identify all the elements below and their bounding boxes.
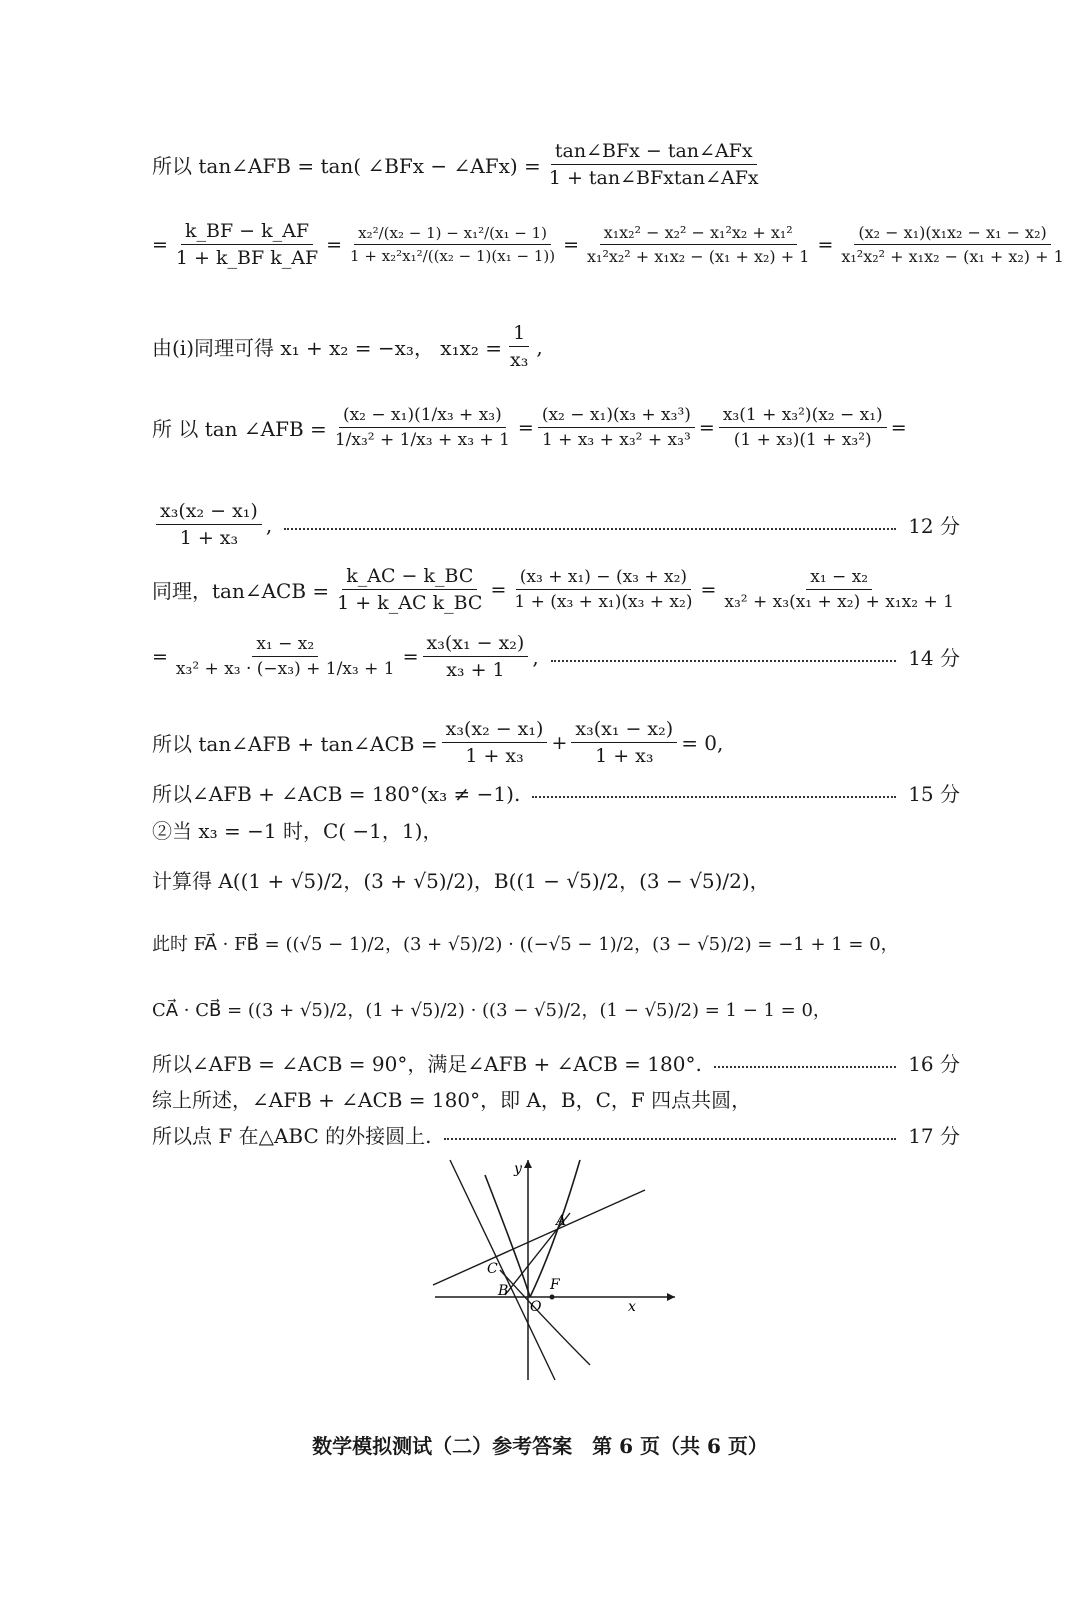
dot-leader (551, 660, 896, 662)
equals: = (517, 416, 534, 439)
numerator: 1 (509, 322, 529, 347)
line-slope-expansion (152, 220, 1064, 269)
score-label: 14 分 (908, 646, 960, 670)
line-ca (433, 1190, 645, 1285)
equals: = (402, 645, 419, 668)
dot-leader (532, 796, 896, 798)
punctuation: , (265, 512, 273, 537)
fraction (571, 718, 677, 767)
punctuation: , (536, 334, 543, 359)
fraction (442, 718, 548, 767)
text: = 0, (681, 730, 724, 755)
numerator: x₃(1 + x₃²)(x₂ − x₁) (719, 405, 887, 428)
text: 此时 FA⃗ · FB⃗ = ((√5 − 1)/2，(3 + √5)/2) · ((−√5 − 1)/2，(3 − √5)/2) = −1 + 1 = 0， (152, 934, 899, 955)
score-label: 17 分 (908, 1124, 960, 1148)
denominator: 1 + tan∠BFxtan∠AFx (548, 167, 759, 189)
point-b-label: B (498, 1283, 509, 1299)
equals: = (326, 233, 343, 256)
fraction (172, 220, 322, 269)
denominator: 1 + k_BF k_AF (175, 247, 319, 269)
numerator: x₃(x₁ − x₂) (571, 718, 677, 743)
numerator: x₃(x₂ − x₁) (442, 718, 548, 743)
line-score-14 (152, 632, 960, 681)
numerator: x₃(x₁ − x₂) (423, 632, 529, 657)
line-summary (152, 1084, 960, 1113)
text: 所以 tan∠AFB = tan( ∠BFx − ∠AFx) = (152, 154, 541, 178)
equals: = (700, 578, 717, 601)
text: ②当 x₃ = −1 时，C( −1，1)， (152, 819, 443, 843)
equals: = (152, 645, 168, 668)
line-tan-sum-zero (152, 718, 960, 767)
x-axis-arrow (667, 1293, 675, 1301)
text: 同理，tan∠ACB = (152, 579, 330, 603)
denominator: 1 + (x₃ + x₁)(x₃ + x₂) (514, 592, 693, 612)
equals: = (152, 233, 168, 256)
y-label: y (514, 1161, 522, 1177)
numerator: (x₂ − x₁)(x₁x₂ − x₁ − x₂) (854, 223, 1050, 245)
text: 所以点 F 在△ABC 的外接圆上. (152, 1124, 432, 1148)
fraction (423, 632, 529, 681)
denominator: 1 + x₃ (465, 745, 524, 767)
denominator: (1 + x₃)(1 + x₃²) (733, 430, 872, 450)
fraction (346, 224, 559, 265)
line-points-ab (152, 865, 960, 894)
numerator: x₃(x₂ − x₁) (156, 500, 262, 525)
y-axis-arrow (524, 1160, 532, 1168)
numerator: k_AC − k_BC (342, 565, 477, 590)
numerator: (x₂ − x₁)(1/x₃ + x₃) (339, 405, 506, 428)
line-ca-dot-cb (152, 996, 960, 1022)
line-fa-dot-fb (152, 930, 960, 956)
denominator: x₁²x₂² + x₁x₂ − (x₁ + x₂) + 1 (587, 247, 810, 266)
denominator: x₃ (510, 349, 529, 371)
text: CA⃗ · CB⃗ = ((3 + √5)/2，(1 + √5)/2) · ((3 − √5)/2，(1 − √5)/2) = 1 − 1 = 0， (152, 1000, 831, 1021)
x-label: x (628, 1299, 636, 1315)
equals: = (698, 416, 715, 439)
denominator: 1/x₃² + 1/x₃ + x₃ + 1 (334, 430, 510, 450)
origin-label: O (530, 1299, 542, 1315)
denominator: x₃ + 1 (446, 659, 505, 681)
fraction (172, 634, 399, 679)
point-c-label: C (487, 1261, 498, 1277)
text: 计算得 A((1 + √5)/2，(3 + √5)/2)，B((1 − √5)/2，(3 − √5)/2)， (152, 869, 770, 893)
fraction (837, 223, 1067, 266)
numerator: x₁ − x₂ (806, 567, 872, 590)
text: 综上所述，∠AFB + ∠ACB = 180°，即 A，B，C，F 四点共圆， (152, 1088, 752, 1112)
fraction (545, 140, 763, 189)
equals: = (817, 233, 834, 256)
line-score-16 (152, 1048, 960, 1077)
fraction (720, 567, 958, 612)
fraction (538, 405, 695, 450)
score-label: 12 分 (908, 514, 960, 538)
fraction (156, 500, 262, 549)
fraction (583, 223, 813, 266)
line-tan-afb-substituted (152, 405, 960, 450)
text: 所以 tan∠AFB + tan∠ACB = (152, 732, 438, 756)
denominator: x₁²x₂² + x₁x₂ − (x₁ + x₂) + 1 (841, 247, 1064, 266)
line-tan-acb (152, 565, 960, 614)
line-score-15 (152, 778, 960, 807)
fraction (719, 405, 887, 450)
punctuation: , (532, 644, 539, 669)
dot-leader (444, 1138, 897, 1140)
point-f-label: F (550, 1277, 560, 1293)
numerator: k_BF − k_AF (181, 220, 313, 245)
denominator: 1 + x₃ (179, 527, 239, 549)
numerator: x₁x₂² − x₂² − x₁²x₂ + x₁² (600, 223, 797, 245)
text: 由(i)同理可得 x₁ + x₂ = −x₃， x₁x₂ = (152, 336, 503, 360)
denominator: 1 + x₃ (595, 745, 654, 767)
parabola-diagram (430, 1155, 680, 1385)
numerator: (x₃ + x₁) − (x₃ + x₂) (516, 567, 691, 590)
text: 所 以 tan ∠AFB = (152, 417, 327, 441)
numerator: (x₂ − x₁)(x₃ + x₃³) (538, 405, 695, 428)
point-a-label: A (556, 1213, 567, 1229)
text: 所以∠AFB = ∠ACB = 90°，满足∠AFB + ∠ACB = 180°. (152, 1052, 702, 1076)
focus-point (550, 1295, 555, 1300)
denominator: 1 + k_AC k_BC (337, 592, 483, 614)
equals: = (490, 578, 507, 601)
page-footer: 数学模拟测试（二）参考答案 第 6 页（共 6 页） (312, 1434, 768, 1458)
denominator: 1 + x₃ + x₃² + x₃³ (541, 430, 691, 450)
fraction (506, 322, 532, 371)
line-score-12 (152, 500, 960, 549)
fraction (331, 405, 514, 450)
numerator: tan∠BFx − tan∠AFx (551, 140, 757, 165)
numerator: x₂²/(x₂ − 1) − x₁²/(x₁ − 1) (354, 224, 551, 245)
fraction (510, 567, 696, 612)
equals: = (563, 233, 579, 256)
denominator: x₃² + x₃(x₁ + x₂) + x₁x₂ + 1 (724, 592, 954, 612)
text: 所以∠AFB + ∠ACB = 180°(x₃ ≠ −1). (152, 782, 521, 806)
plus: + (551, 731, 568, 754)
denominator: x₃² + x₃ · (−x₃) + 1/x₃ + 1 (175, 659, 395, 679)
line-score-17 (152, 1120, 960, 1149)
equals: = (890, 416, 907, 439)
line-tan-afb-definition (152, 140, 960, 189)
dot-leader (284, 528, 896, 530)
line-vieta-relations (152, 322, 960, 371)
fraction (333, 565, 486, 614)
score-label: 15 分 (908, 782, 960, 806)
numerator: x₁ − x₂ (252, 634, 318, 657)
denominator: 1 + x₂²x₁²/((x₂ − 1)(x₁ − 1)) (350, 247, 556, 265)
line-case-2 (152, 815, 960, 844)
score-label: 16 分 (908, 1052, 960, 1076)
dot-leader (714, 1066, 896, 1068)
